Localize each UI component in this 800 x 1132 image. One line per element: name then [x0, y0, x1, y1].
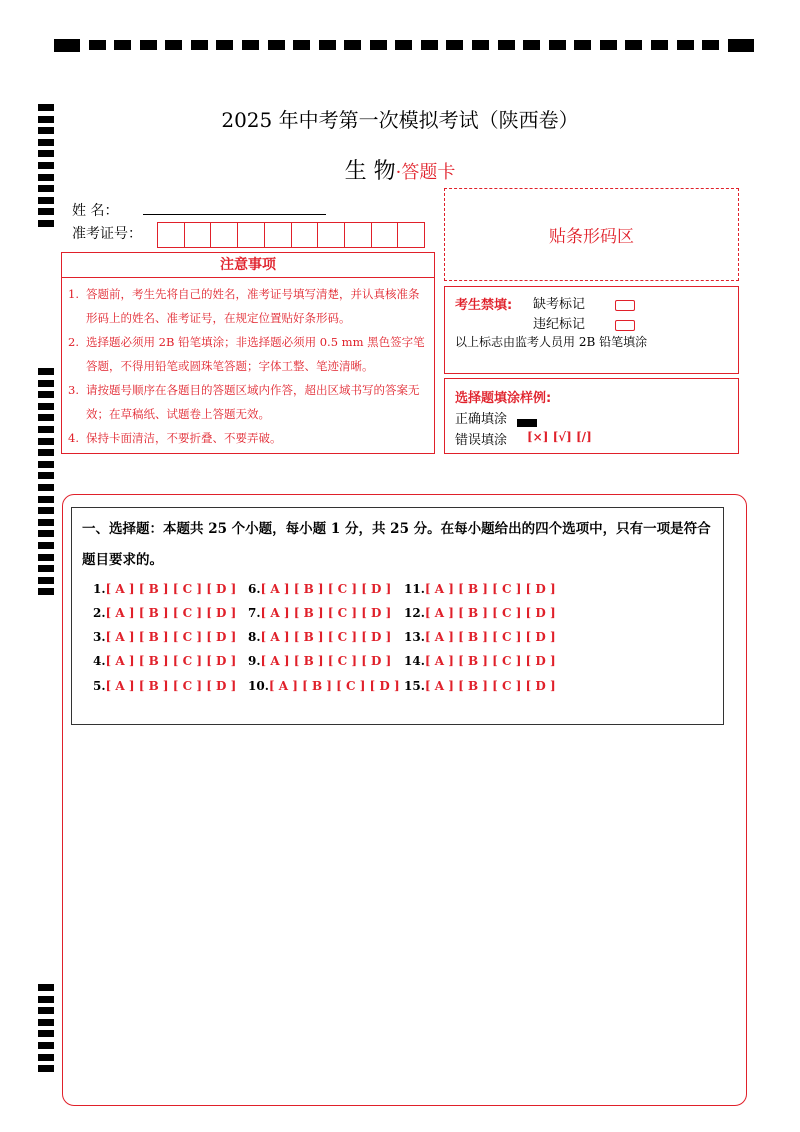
correct-fill-example: [517, 412, 537, 431]
name-field[interactable]: [143, 214, 326, 215]
notice-item: 3. 请按题号顺序在各题目的答题区域内作答，超出区域书写的答案无效；在草稿纸、试题卷上答题无效。: [68, 383, 420, 421]
notice-item: 2. 选择题必须用 2B 铅笔填涂；非选择题必须用 0.5 mm 黑色签字笔答题，不得用铅笔或圆珠笔答题；字体工整、笔迹清晰。: [68, 335, 425, 373]
violation-mark-box[interactable]: [615, 315, 635, 334]
question-14[interactable]: 14.[ A ] [ B ] [ C ] [ D ]: [404, 654, 556, 668]
notice-item: 4. 保持卡面清洁，不要折叠、不要弄破。: [68, 431, 282, 445]
question-2[interactable]: 2.[ A ] [ B ] [ C ] [ D ]: [93, 606, 237, 620]
barcode-area: [444, 188, 739, 281]
question-8[interactable]: 8.[ A ] [ B ] [ C ] [ D ]: [248, 630, 392, 644]
correct-fill-label: 正确填涂: [455, 412, 508, 427]
question-4[interactable]: 4.[ A ] [ B ] [ C ] [ D ]: [93, 654, 237, 668]
forbid-label: 考生禁填:: [455, 298, 513, 313]
question-3[interactable]: 3.[ A ] [ B ] [ C ] [ D ]: [93, 630, 237, 644]
examiner-only-panel: [444, 286, 739, 374]
section-heading: 一、选择题：本题共 25 个小题，每小题 1 分，共 25 分。在每小题给出的四个选项中，只有一项是符合题目要求的。: [82, 521, 711, 568]
question-11[interactable]: 11.[ A ] [ B ] [ C ] [ D ]: [404, 582, 556, 596]
absent-mark-label: 缺考标记: [533, 297, 586, 312]
notice-panel: [61, 252, 435, 454]
name-label: 姓 名：: [72, 203, 119, 219]
barcode-label: 贴条形码区: [549, 227, 634, 247]
subject-name: 生 物: [344, 159, 396, 184]
sample-label: 选择题填涂样例:: [455, 391, 552, 406]
wrong-fill-examples: [×] [√] [/]: [527, 430, 592, 444]
forbid-note: 以上标志由监考人员用 2B 铅笔填涂: [455, 335, 648, 349]
question-5[interactable]: 5.[ A ] [ B ] [ C ] [ D ]: [93, 679, 237, 693]
timing-marks-left-lower: [38, 984, 54, 1077]
notice-title: 注意事项: [62, 253, 434, 278]
student-id-boxes[interactable]: [157, 222, 425, 248]
question-7[interactable]: 7.[ A ] [ B ] [ C ] [ D ]: [248, 606, 392, 620]
notice-item: 1. 答题前，考生先将自己的姓名，准考证号填写清楚，并认真核准条形码上的姓名、准考证号，在规定位置贴好条形码。: [68, 287, 420, 325]
question-12[interactable]: 12.[ A ] [ B ] [ C ] [ D ]: [404, 606, 556, 620]
wrong-fill-label: 错误填涂: [455, 433, 508, 448]
absent-mark-box[interactable]: [615, 295, 635, 314]
timing-marks-top: [54, 38, 754, 52]
question-15[interactable]: 15.[ A ] [ B ] [ C ] [ D ]: [404, 679, 556, 693]
violation-mark-label: 违纪标记: [533, 317, 586, 332]
answer-card-label: ·答题卡: [395, 162, 456, 183]
exam-title: 2025 年中考第一次模拟考试（陕西卷）: [221, 108, 579, 132]
fill-sample-panel: [444, 378, 739, 454]
timing-marks-left-middle: [38, 368, 54, 600]
id-label: 准考证号：: [72, 226, 142, 242]
question-13[interactable]: 13.[ A ] [ B ] [ C ] [ D ]: [404, 630, 556, 644]
question-6[interactable]: 6.[ A ] [ B ] [ C ] [ D ]: [248, 582, 392, 596]
question-9[interactable]: 9.[ A ] [ B ] [ C ] [ D ]: [248, 654, 392, 668]
subject-title: [0, 154, 800, 185]
question-10[interactable]: 10.[ A ] [ B ] [ C ] [ D ]: [248, 679, 400, 693]
question-1[interactable]: 1.[ A ] [ B ] [ C ] [ D ]: [93, 582, 237, 596]
